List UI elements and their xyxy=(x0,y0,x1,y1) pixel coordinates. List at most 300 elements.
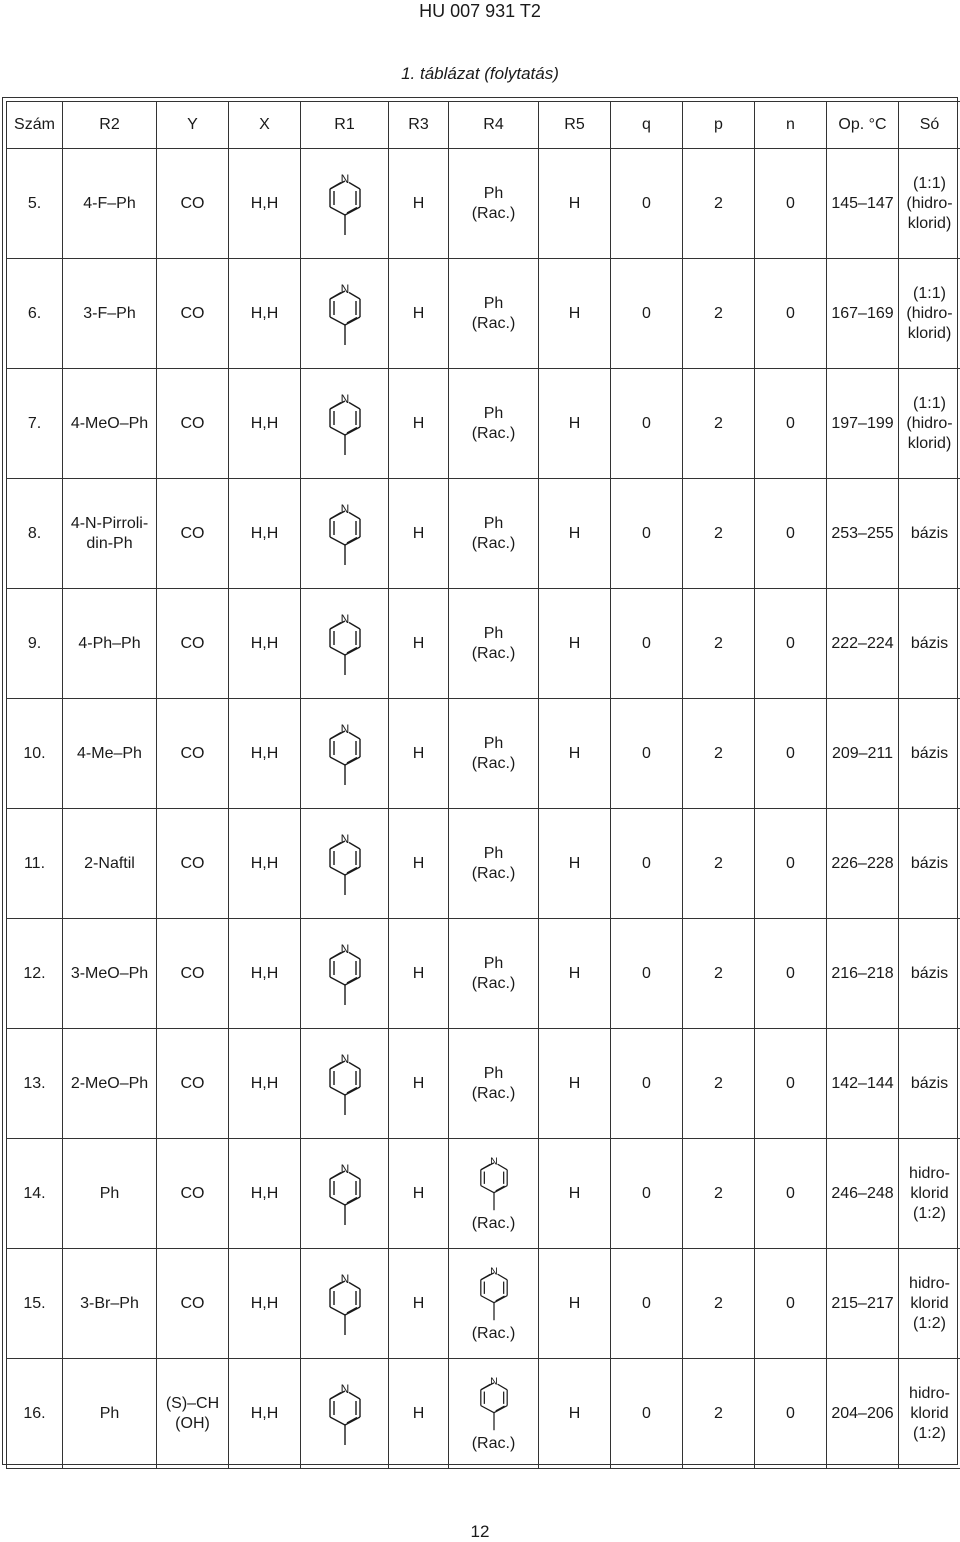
r4-cell xyxy=(449,259,539,369)
q-cell: 0 xyxy=(611,1139,683,1249)
y-cell xyxy=(157,589,229,699)
q-cell: 0 xyxy=(611,149,683,259)
r5-cell: H xyxy=(539,149,611,259)
col-n-header: n xyxy=(755,102,827,149)
r4-stack xyxy=(449,734,538,774)
cell-line: Ph xyxy=(63,1184,156,1204)
cell-line: (1:1) xyxy=(899,174,960,194)
melting-point-cell: 209–211 xyxy=(827,699,899,809)
table-row xyxy=(7,699,960,809)
ring-nitrogen-label: N xyxy=(340,612,349,626)
page-number: 12 xyxy=(0,1522,960,1542)
r5-cell: H xyxy=(539,1029,611,1139)
r4-line: (Rac.) xyxy=(472,754,516,774)
r4-stack xyxy=(449,1064,538,1104)
r4-line: Ph xyxy=(484,404,504,424)
r3-cell: H xyxy=(389,149,449,259)
cell-line: (1:1) xyxy=(899,394,960,414)
r3-cell: H xyxy=(389,699,449,809)
p-cell: 2 xyxy=(683,1359,755,1469)
r4-line: (Rac.) xyxy=(472,864,516,884)
cell-line: 4-N-Pirroli- xyxy=(63,514,156,534)
cell-line: 2-Naftil xyxy=(63,854,156,874)
r4-cell xyxy=(449,589,539,699)
salt-cell xyxy=(899,259,960,369)
cell-line: hidro- xyxy=(899,1274,960,1294)
col-r3-header: R3 xyxy=(389,102,449,149)
cell-line: klorid xyxy=(899,1404,960,1424)
pyridine-ring-icon xyxy=(474,1264,514,1322)
r3-cell: H xyxy=(389,369,449,479)
r2-cell xyxy=(63,699,157,809)
ring-nitrogen-label: N xyxy=(340,1382,349,1396)
row-number: 11. xyxy=(7,809,63,919)
cell-line: CO xyxy=(157,854,228,874)
row-number: 7. xyxy=(7,369,63,479)
n-cell: 0 xyxy=(755,479,827,589)
r5-cell: H xyxy=(539,479,611,589)
r4-cell xyxy=(449,369,539,479)
cell-line: 3-Br–Ph xyxy=(63,1294,156,1314)
q-cell: 0 xyxy=(611,259,683,369)
ring-nitrogen-label: N xyxy=(340,1162,349,1176)
r4-line: (Rac.) xyxy=(472,314,516,334)
r4-line: Ph xyxy=(484,954,504,974)
n-cell: 0 xyxy=(755,369,827,479)
col-so-header: Só xyxy=(899,102,960,149)
cell-line: bázis xyxy=(899,634,960,654)
x-cell: H,H xyxy=(229,1139,301,1249)
r5-cell: H xyxy=(539,919,611,1029)
r1-cell xyxy=(301,369,389,479)
r3-cell: H xyxy=(389,1029,449,1139)
row-number: 8. xyxy=(7,479,63,589)
r2-cell xyxy=(63,259,157,369)
cell-line: bázis xyxy=(899,1074,960,1094)
r4-cell xyxy=(449,699,539,809)
r1-cell xyxy=(301,699,389,809)
col-r5-header: R5 xyxy=(539,102,611,149)
x-cell: H,H xyxy=(229,259,301,369)
pyridine-ring-icon xyxy=(323,611,367,677)
melting-point-cell: 216–218 xyxy=(827,919,899,1029)
r2-cell xyxy=(63,809,157,919)
p-cell: 2 xyxy=(683,369,755,479)
r3-cell: H xyxy=(389,809,449,919)
r1-cell xyxy=(301,1029,389,1139)
cell-line: hidro- xyxy=(899,1164,960,1184)
cell-line: CO xyxy=(157,414,228,434)
melting-point-cell: 246–248 xyxy=(827,1139,899,1249)
r1-cell xyxy=(301,259,389,369)
r4-line: (Rac.) xyxy=(472,1214,516,1234)
melting-point-cell: 215–217 xyxy=(827,1249,899,1359)
col-szam-header: Szám xyxy=(7,102,63,149)
pyridine-ring-icon xyxy=(323,391,367,457)
ring-nitrogen-label: N xyxy=(340,282,349,296)
q-cell: 0 xyxy=(611,369,683,479)
r4-line: Ph xyxy=(484,184,504,204)
salt-cell xyxy=(899,919,960,1029)
n-cell: 0 xyxy=(755,1359,827,1469)
q-cell: 0 xyxy=(611,479,683,589)
table-row xyxy=(7,149,960,259)
r4-line: (Rac.) xyxy=(472,534,516,554)
r4-cell xyxy=(449,149,539,259)
r4-line: Ph xyxy=(484,294,504,314)
y-cell xyxy=(157,149,229,259)
table-row xyxy=(7,919,960,1029)
q-cell: 0 xyxy=(611,1249,683,1359)
salt-cell xyxy=(899,1029,960,1139)
salt-cell xyxy=(899,149,960,259)
r1-cell xyxy=(301,919,389,1029)
p-cell: 2 xyxy=(683,1249,755,1359)
r4-cell xyxy=(449,1029,539,1139)
table-caption: 1. táblázat (folytatás) xyxy=(0,64,960,84)
cell-line: CO xyxy=(157,964,228,984)
pyridine-ring-icon xyxy=(323,1161,367,1227)
x-cell: H,H xyxy=(229,589,301,699)
cell-line: (S)–CH xyxy=(157,1394,228,1414)
r4-line: (Rac.) xyxy=(472,644,516,664)
x-cell: H,H xyxy=(229,699,301,809)
row-number: 6. xyxy=(7,259,63,369)
cell-line: CO xyxy=(157,194,228,214)
y-cell xyxy=(157,1029,229,1139)
table-row xyxy=(7,1249,960,1359)
r4-stack xyxy=(449,184,538,224)
r1-cell xyxy=(301,1139,389,1249)
pyridine-ring-icon xyxy=(323,1271,367,1337)
salt-cell xyxy=(899,479,960,589)
y-cell xyxy=(157,1249,229,1359)
cell-line: CO xyxy=(157,304,228,324)
r4-cell xyxy=(449,919,539,1029)
compound-table xyxy=(6,101,960,1469)
table-row xyxy=(7,1029,960,1139)
table-frame xyxy=(2,97,958,1465)
y-cell xyxy=(157,369,229,479)
row-number: 10. xyxy=(7,699,63,809)
r4-stack xyxy=(449,294,538,334)
r2-cell xyxy=(63,149,157,259)
cell-line: (OH) xyxy=(157,1414,228,1434)
r4-stack xyxy=(449,1374,538,1454)
r4-cell xyxy=(449,479,539,589)
cell-line: 3-F–Ph xyxy=(63,304,156,324)
r5-cell: H xyxy=(539,589,611,699)
pyridine-ring-icon xyxy=(323,1381,367,1447)
r4-line: Ph xyxy=(484,624,504,644)
n-cell: 0 xyxy=(755,589,827,699)
n-cell: 0 xyxy=(755,1139,827,1249)
r4-stack xyxy=(449,404,538,444)
cell-line: (hidro- xyxy=(899,304,960,324)
cell-line: bázis xyxy=(899,964,960,984)
q-cell: 0 xyxy=(611,1359,683,1469)
r4-cell xyxy=(449,1359,539,1469)
q-cell: 0 xyxy=(611,589,683,699)
x-cell: H,H xyxy=(229,1359,301,1469)
r2-cell xyxy=(63,919,157,1029)
r4-line: Ph xyxy=(484,734,504,754)
p-cell: 2 xyxy=(683,1029,755,1139)
n-cell: 0 xyxy=(755,809,827,919)
r3-cell: H xyxy=(389,1249,449,1359)
ring-nitrogen-label: N xyxy=(340,1052,349,1066)
cell-line: CO xyxy=(157,1184,228,1204)
y-cell xyxy=(157,479,229,589)
r5-cell: H xyxy=(539,369,611,479)
cell-line: klorid) xyxy=(899,214,960,234)
cell-line: klorid xyxy=(899,1184,960,1204)
n-cell: 0 xyxy=(755,699,827,809)
r3-cell: H xyxy=(389,589,449,699)
salt-cell xyxy=(899,1249,960,1359)
row-number: 12. xyxy=(7,919,63,1029)
ring-nitrogen-label: N xyxy=(340,172,349,186)
r5-cell: H xyxy=(539,809,611,919)
col-y-header: Y xyxy=(157,102,229,149)
pyridine-ring-icon xyxy=(323,501,367,567)
r3-cell: H xyxy=(389,479,449,589)
p-cell: 2 xyxy=(683,809,755,919)
salt-cell xyxy=(899,589,960,699)
p-cell: 2 xyxy=(683,479,755,589)
r2-cell xyxy=(63,1139,157,1249)
row-number: 14. xyxy=(7,1139,63,1249)
r2-cell xyxy=(63,479,157,589)
cell-line: bázis xyxy=(899,524,960,544)
ring-nitrogen-label: N xyxy=(490,1375,498,1387)
ring-nitrogen-label: N xyxy=(490,1265,498,1277)
salt-cell xyxy=(899,369,960,479)
cell-line: (hidro- xyxy=(899,194,960,214)
cell-line: 4-F–Ph xyxy=(63,194,156,214)
r2-cell xyxy=(63,1249,157,1359)
r4-line: (Rac.) xyxy=(472,424,516,444)
y-cell xyxy=(157,1359,229,1469)
pyridine-ring-icon xyxy=(323,721,367,787)
y-cell xyxy=(157,1139,229,1249)
r5-cell: H xyxy=(539,1249,611,1359)
ring-nitrogen-label: N xyxy=(340,1272,349,1286)
r4-line: (Rac.) xyxy=(472,974,516,994)
ring-nitrogen-label: N xyxy=(340,722,349,736)
melting-point-cell: 142–144 xyxy=(827,1029,899,1139)
cell-line: CO xyxy=(157,1074,228,1094)
pyridine-ring-icon xyxy=(323,281,367,347)
r5-cell: H xyxy=(539,259,611,369)
q-cell: 0 xyxy=(611,1029,683,1139)
r3-cell: H xyxy=(389,1359,449,1469)
cell-line: 4-Me–Ph xyxy=(63,744,156,764)
header-row xyxy=(7,102,960,149)
cell-line: (1:2) xyxy=(899,1424,960,1444)
y-cell xyxy=(157,809,229,919)
table-row xyxy=(7,479,960,589)
r3-cell: H xyxy=(389,1139,449,1249)
q-cell: 0 xyxy=(611,919,683,1029)
r4-stack xyxy=(449,1154,538,1234)
melting-point-cell: 145–147 xyxy=(827,149,899,259)
q-cell: 0 xyxy=(611,699,683,809)
col-r2-header: R2 xyxy=(63,102,157,149)
n-cell: 0 xyxy=(755,1029,827,1139)
r4-line: Ph xyxy=(484,1064,504,1084)
cell-line: bázis xyxy=(899,744,960,764)
r1-cell xyxy=(301,589,389,699)
cell-line: din-Ph xyxy=(63,534,156,554)
cell-line: Ph xyxy=(63,1404,156,1424)
r4-line: (Rac.) xyxy=(472,204,516,224)
cell-line: 2-MeO–Ph xyxy=(63,1074,156,1094)
row-number: 9. xyxy=(7,589,63,699)
row-number: 13. xyxy=(7,1029,63,1139)
x-cell: H,H xyxy=(229,149,301,259)
r1-cell xyxy=(301,809,389,919)
r5-cell: H xyxy=(539,1139,611,1249)
row-number: 16. xyxy=(7,1359,63,1469)
ring-nitrogen-label: N xyxy=(340,942,349,956)
salt-cell xyxy=(899,1139,960,1249)
r4-line: Ph xyxy=(484,514,504,534)
melting-point-cell: 167–169 xyxy=(827,259,899,369)
salt-cell xyxy=(899,809,960,919)
melting-point-cell: 204–206 xyxy=(827,1359,899,1469)
y-cell xyxy=(157,919,229,1029)
p-cell: 2 xyxy=(683,1139,755,1249)
p-cell: 2 xyxy=(683,919,755,1029)
x-cell: H,H xyxy=(229,479,301,589)
x-cell: H,H xyxy=(229,369,301,479)
table-row xyxy=(7,1139,960,1249)
document-id: HU 007 931 T2 xyxy=(0,0,960,24)
pyridine-ring-icon xyxy=(323,941,367,1007)
row-number: 15. xyxy=(7,1249,63,1359)
melting-point-cell: 222–224 xyxy=(827,589,899,699)
cell-line: 4-MeO–Ph xyxy=(63,414,156,434)
table-row xyxy=(7,1359,960,1469)
cell-line: (1:2) xyxy=(899,1204,960,1224)
x-cell: H,H xyxy=(229,919,301,1029)
cell-line: klorid xyxy=(899,1294,960,1314)
cell-line: klorid) xyxy=(899,324,960,344)
r4-stack xyxy=(449,1264,538,1344)
pyridine-ring-icon xyxy=(323,171,367,237)
r4-stack xyxy=(449,954,538,994)
r1-cell xyxy=(301,149,389,259)
pyridine-ring-icon xyxy=(323,1051,367,1117)
y-cell xyxy=(157,259,229,369)
melting-point-cell: 226–228 xyxy=(827,809,899,919)
cell-line: (1:2) xyxy=(899,1314,960,1334)
cell-line: 3-MeO–Ph xyxy=(63,964,156,984)
y-cell xyxy=(157,699,229,809)
table-row xyxy=(7,259,960,369)
cell-line: CO xyxy=(157,744,228,764)
r2-cell xyxy=(63,589,157,699)
p-cell: 2 xyxy=(683,259,755,369)
r3-cell: H xyxy=(389,259,449,369)
r4-cell xyxy=(449,1249,539,1359)
cell-line: 4-Ph–Ph xyxy=(63,634,156,654)
p-cell: 2 xyxy=(683,699,755,809)
ring-nitrogen-label: N xyxy=(340,502,349,516)
x-cell: H,H xyxy=(229,1029,301,1139)
cell-line: CO xyxy=(157,524,228,544)
table-row xyxy=(7,589,960,699)
r4-cell xyxy=(449,809,539,919)
melting-point-cell: 253–255 xyxy=(827,479,899,589)
x-cell: H,H xyxy=(229,809,301,919)
table-row xyxy=(7,809,960,919)
cell-line: (hidro- xyxy=(899,414,960,434)
n-cell: 0 xyxy=(755,149,827,259)
pyridine-ring-icon xyxy=(323,831,367,897)
col-x-header: X xyxy=(229,102,301,149)
r4-stack xyxy=(449,624,538,664)
col-op-header: Op. °C xyxy=(827,102,899,149)
cell-line: bázis xyxy=(899,854,960,874)
r2-cell xyxy=(63,1359,157,1469)
ring-nitrogen-label: N xyxy=(340,832,349,846)
pyridine-ring-icon xyxy=(474,1374,514,1432)
cell-line: hidro- xyxy=(899,1384,960,1404)
col-r1-header: R1 xyxy=(301,102,389,149)
x-cell: H,H xyxy=(229,1249,301,1359)
row-number: 5. xyxy=(7,149,63,259)
cell-line: (1:1) xyxy=(899,284,960,304)
r1-cell xyxy=(301,479,389,589)
r2-cell xyxy=(63,369,157,479)
table-row xyxy=(7,369,960,479)
n-cell: 0 xyxy=(755,1249,827,1359)
r1-cell xyxy=(301,1249,389,1359)
col-p-header: p xyxy=(683,102,755,149)
r4-line: (Rac.) xyxy=(472,1434,516,1454)
salt-cell xyxy=(899,699,960,809)
col-r4-header: R4 xyxy=(449,102,539,149)
n-cell: 0 xyxy=(755,259,827,369)
pyridine-ring-icon xyxy=(474,1154,514,1212)
r2-cell xyxy=(63,1029,157,1139)
r4-line: (Rac.) xyxy=(472,1084,516,1104)
col-q-header: q xyxy=(611,102,683,149)
r4-stack xyxy=(449,844,538,884)
melting-point-cell: 197–199 xyxy=(827,369,899,479)
r5-cell: H xyxy=(539,699,611,809)
r5-cell: H xyxy=(539,1359,611,1469)
cell-line: klorid) xyxy=(899,434,960,454)
salt-cell xyxy=(899,1359,960,1469)
r4-line: Ph xyxy=(484,844,504,864)
r3-cell: H xyxy=(389,919,449,1029)
r4-cell xyxy=(449,1139,539,1249)
r1-cell xyxy=(301,1359,389,1469)
n-cell: 0 xyxy=(755,919,827,1029)
ring-nitrogen-label: N xyxy=(340,392,349,406)
p-cell: 2 xyxy=(683,149,755,259)
ring-nitrogen-label: N xyxy=(490,1155,498,1167)
cell-line: CO xyxy=(157,634,228,654)
cell-line: CO xyxy=(157,1294,228,1314)
q-cell: 0 xyxy=(611,809,683,919)
r4-stack xyxy=(449,514,538,554)
r4-line: (Rac.) xyxy=(472,1324,516,1344)
p-cell: 2 xyxy=(683,589,755,699)
